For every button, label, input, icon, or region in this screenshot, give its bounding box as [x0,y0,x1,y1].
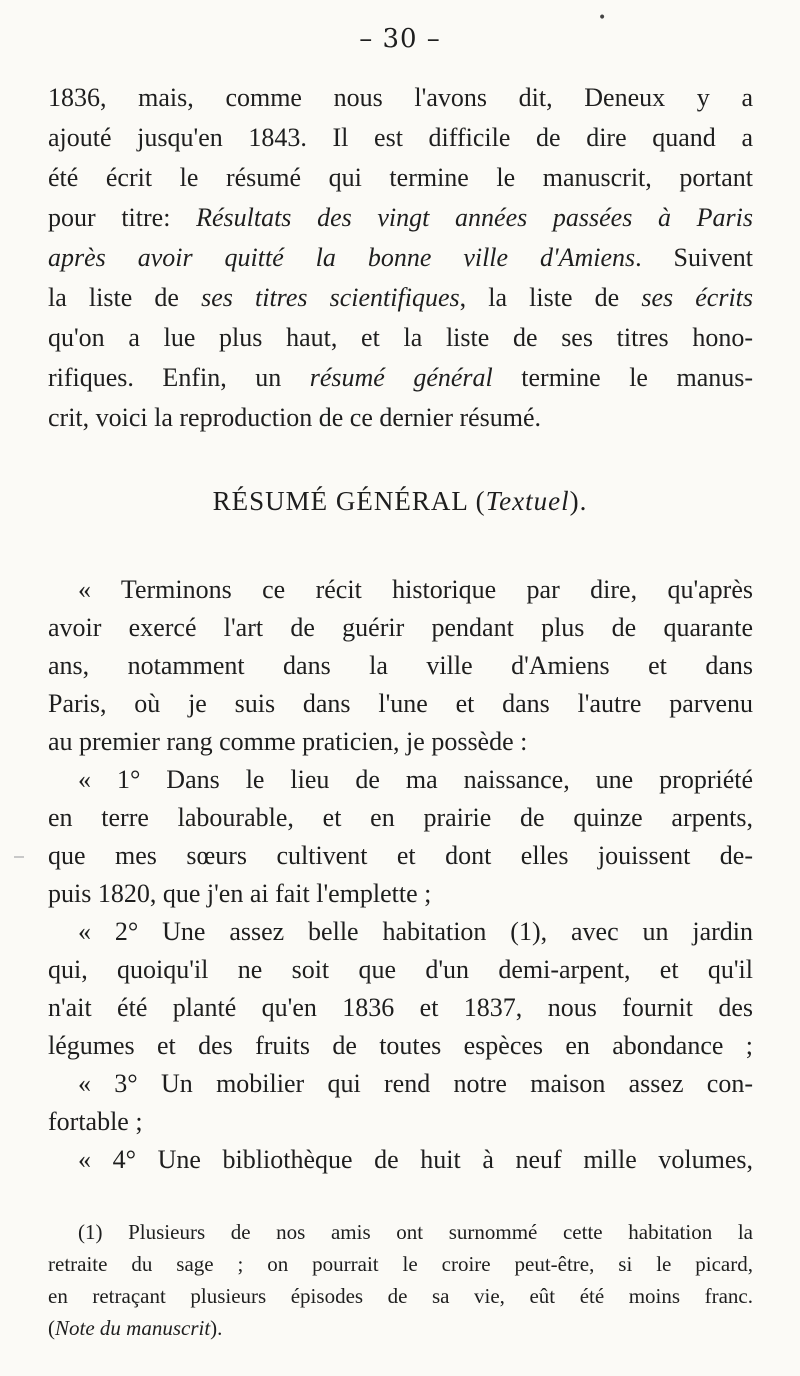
section-title-italic: Textuel [485,486,570,516]
footnote-line [48,1312,753,1344]
resume-line: « 4° Une bibliothèque de huit à neuf mille volumes, [78,1145,753,1174]
resume-line: n'ait été planté qu'en 1836 et 1837, nous fournit des [48,993,753,1022]
intro-line [48,238,753,278]
footnote-text: ( [48,1316,55,1340]
intro-line: 1836, mais, comme nous l'avons dit, Deneux y a [48,83,753,112]
intro-text: pour titre: [48,203,197,232]
page-number: – 30 – [359,24,441,54]
footnote-line: retraite du sage ; on pourrait le croire peut-être, si le picard, [48,1252,753,1276]
footnote-line: (1) Plusieurs de nos amis ont surnommé cette habitation la [78,1220,753,1244]
intro-italic: ses écrits [641,283,754,312]
resume-line: « 1° Dans le lieu de ma naissance, une propriété [78,765,753,794]
resume-line: ans, notamment dans la ville d'Amiens et dans [48,651,753,680]
intro-line: qu'on a lue plus haut, et la liste de ses titres hono- [48,323,753,352]
section-title-text: RÉSUMÉ GÉNÉRAL ( [212,486,486,516]
resume-line: qui, quoiqu'il ne soit que d'un demi-arpent, et qu'il [48,955,753,984]
intro-line [48,358,753,398]
resume-line: en terre labourable, et en prairie de quinze arpents, [48,803,753,832]
intro-line: ajouté jusqu'en 1843. Il est difficile de dire quand a [48,123,753,152]
footnote-line: en retraçant plusieurs épisodes de sa vie, eût été moins franc. [48,1284,753,1308]
resume-line: avoir exercé l'art de guérir pendant plus de quarante [48,613,753,642]
intro-italic: après avoir quitté la bonne ville d'Amiens [48,243,636,272]
resume-line: « 2° Une assez belle habitation (1), avec un jardin [78,917,753,946]
corner-mark: • [598,10,607,26]
intro-text: termine le manus- [492,363,754,392]
intro-line: été écrit le résumé qui termine le manuscrit, portant [48,163,753,192]
intro-italic: ses titres scientifiques [201,283,460,312]
margin-mark [14,856,24,858]
intro-line [48,278,753,318]
intro-italic: Résultats des vingt années passées à Paris [196,203,753,232]
resume-line: fortable ; [48,1107,143,1136]
section-title [0,486,800,517]
resume-line: puis 1820, que j'en ai fait l'emplette ; [48,879,432,908]
intro-text: . Suivent [635,243,753,272]
intro-line [48,198,753,238]
intro-text: , la liste de [459,283,642,312]
section-title-end: ). [569,486,588,516]
resume-line: « Terminons ce récit historique par dire, qu'après [78,575,753,604]
intro-text: la liste de [48,283,202,312]
intro-italic: résumé général [309,363,493,392]
footnote-italic: Note du manuscrit [55,1316,211,1340]
intro-text: rifiques. Enfin, un [48,363,310,392]
resume-line: au premier rang comme praticien, je possède : [48,727,528,756]
intro-line: crit, voici la reproduction de ce dernier résumé. [48,403,542,432]
footnote-text: ). [210,1316,223,1340]
resume-line: que mes sœurs cultivent et dont elles jouissent de- [48,841,753,870]
resume-line: légumes et des fruits de toutes espèces en abondance ; [48,1031,753,1060]
resume-line: Paris, où je suis dans l'une et dans l'autre parvenu [48,689,753,718]
resume-line: « 3° Un mobilier qui rend notre maison assez con- [78,1069,753,1098]
